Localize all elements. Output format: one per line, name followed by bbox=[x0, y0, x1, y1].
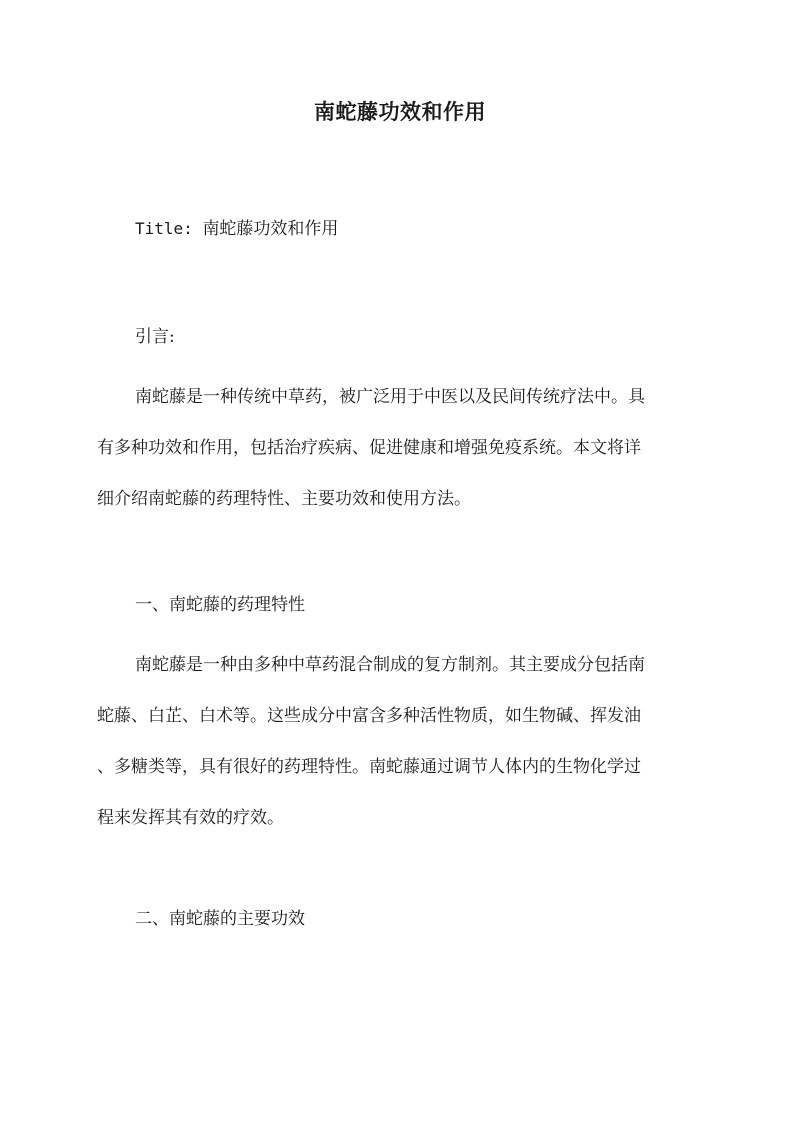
section1-heading: 一、南蛇藤的药理特性 bbox=[135, 595, 305, 615]
intro-heading: 引言: bbox=[135, 327, 175, 347]
intro-paragraph-line: 细介绍南蛇藤的药理特性、主要功效和使用方法。 bbox=[97, 489, 471, 509]
section1-paragraph-line: 程来发挥其有效的疗效。 bbox=[97, 808, 284, 828]
intro-paragraph-line: 有多种功效和作用，包括治疗疾病、促进健康和增强免疫系统。本文将详 bbox=[97, 438, 641, 458]
title-line-prefix: Title: bbox=[135, 219, 203, 238]
intro-paragraph-line: 南蛇藤是一种传统中草药，被广泛用于中医以及民间传统疗法中。具 bbox=[135, 387, 645, 407]
title-line-text: 南蛇藤功效和作用 bbox=[202, 219, 339, 239]
section1-paragraph-line: 南蛇藤是一种由多种中草药混合制成的复方制剂。其主要成分包括南 bbox=[135, 655, 645, 675]
section1-paragraph-line: 蛇藤、白芷、白术等。这些成分中富含多种活性物质，如生物碱、挥发油 bbox=[97, 706, 641, 726]
document-title: 南蛇藤功效和作用 bbox=[314, 99, 486, 124]
section1-paragraph-line: 、多糖类等，具有很好的药理特性。南蛇藤通过调节人体内的生物化学过 bbox=[97, 757, 641, 777]
section2-heading: 二、南蛇藤的主要功效 bbox=[135, 909, 305, 929]
title-line bbox=[135, 216, 703, 242]
